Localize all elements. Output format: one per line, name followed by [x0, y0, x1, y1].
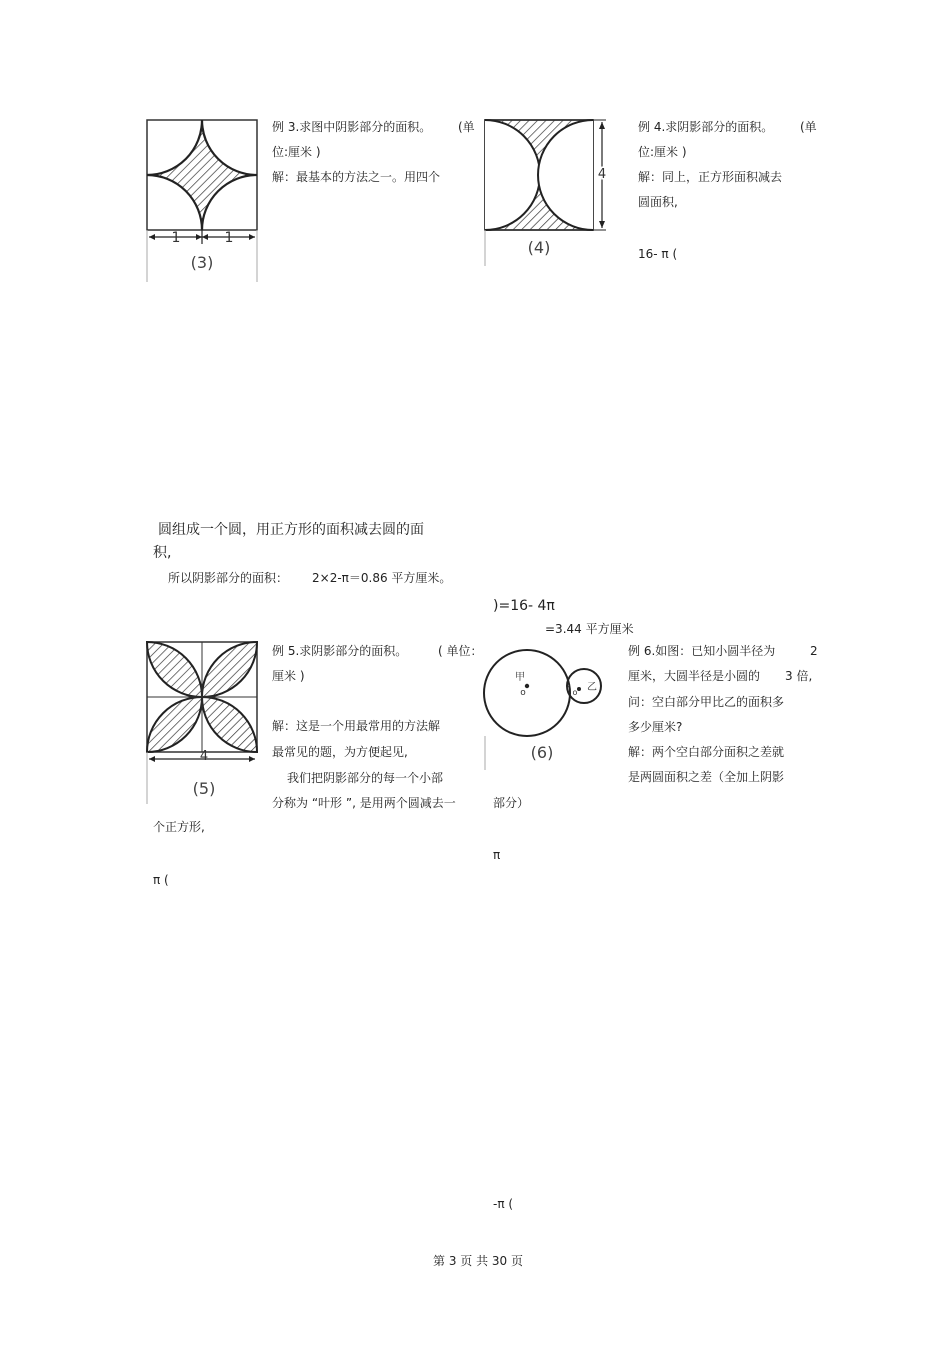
ex3-result-label: 所以阴影部分的面积：: [168, 571, 289, 585]
ex3-title: 例 3.求图中阴影部分的面积。: [272, 120, 432, 134]
ex3-solution-line: 解：最基本的方法之一。用四个: [272, 170, 441, 184]
figure-6-diagram: [482, 638, 614, 770]
ex5-solution-line-4: 分称为 “叶形 ”, 是用两个圆减去一: [272, 796, 456, 810]
ex5-title: 例 5.求阴影部分的面积。: [272, 644, 408, 658]
figure-6-label-yi: 乙: [587, 682, 597, 693]
ex5-solution-line-5: 个正方形,: [153, 820, 205, 834]
figure-6-label-jia: 甲: [515, 672, 525, 683]
ex6-line-4: 多少厘米?: [628, 720, 683, 734]
figure-5-label: (5): [192, 779, 216, 798]
ex3-unit-open: (单: [458, 120, 475, 134]
figure-4-dim-side: 4: [597, 167, 607, 182]
ex5-solution-line-2: 最常见的题，为方便起见,: [272, 745, 408, 759]
ex4-unit-open: (单: [800, 120, 817, 134]
ex6-solution-line-2: 是两圆面积之差（全加上阴影: [628, 770, 785, 784]
ex6-solution-line-1: 解：两个空白部分面积之差就: [628, 745, 785, 759]
ex5-solution-line-3: 我们把阴影部分的每一个小部: [287, 771, 444, 785]
ex6-formula-minus-pi: -π (: [493, 1197, 514, 1211]
ex5-unit-open: ( 单位：: [438, 644, 483, 658]
ex6-formula-pi: π: [493, 848, 501, 862]
ex4-result-line-2: =3.44 平方厘米: [545, 622, 634, 636]
ex5-unit-line: 厘米 ): [272, 669, 305, 683]
ex3-result-formula: 2×2-π＝0.86 平方厘米。: [312, 571, 452, 585]
ex4-result-line-1: )=16- 4π: [493, 598, 555, 614]
ex4-solution-line-2: 圆面积,: [638, 195, 678, 209]
ex3-continued-line-1: 圆组成一个圆，用正方形的面积减去圆的面: [158, 522, 424, 538]
ex4-unit-line: 位:厘米 ): [638, 145, 687, 159]
ex6-title: 例 6.如图：已知小圆半径为: [628, 644, 776, 658]
ex6-solution-line-3: 部分）: [493, 796, 530, 810]
figure-6-center-mark-small: o: [572, 688, 578, 697]
figure-3-dim-right: 1: [224, 230, 234, 246]
ex3-unit-line: 位:厘米 ): [272, 145, 321, 159]
ex5-formula-start: π (: [153, 873, 169, 887]
page-footer: 第 3 页 共 30 页: [433, 1254, 523, 1268]
figure-4-label: (4): [527, 238, 551, 257]
ex6-line-2: 厘米，大圆半径是小圆的: [628, 669, 761, 683]
ex6-title-number: 2: [810, 644, 818, 658]
figure-6-label: (6): [530, 743, 554, 762]
ex4-solution-line: 解：同上，正方形面积减去: [638, 170, 783, 184]
figure-3-dim-left: 1: [171, 230, 181, 246]
figure-6-center-mark: o: [520, 688, 526, 698]
figure-5-dim-bottom: 4: [199, 749, 209, 764]
figure-3-diagram: [143, 116, 261, 282]
figure-5-diagram: [143, 638, 261, 804]
figure-3-label: (3): [190, 253, 214, 272]
ex3-continued-line-2: 积,: [153, 545, 172, 561]
ex6-line-2-number: 3 倍,: [785, 669, 813, 683]
ex4-title: 例 4.求阴影部分的面积。: [638, 120, 774, 134]
ex5-solution-line-1: 解：这是一个用最常用的方法解: [272, 719, 441, 733]
ex4-formula-start: 16- π (: [638, 247, 678, 261]
figure-4-diagram: [482, 116, 614, 266]
ex6-line-3: 问：空白部分甲比乙的面积多: [628, 695, 785, 709]
